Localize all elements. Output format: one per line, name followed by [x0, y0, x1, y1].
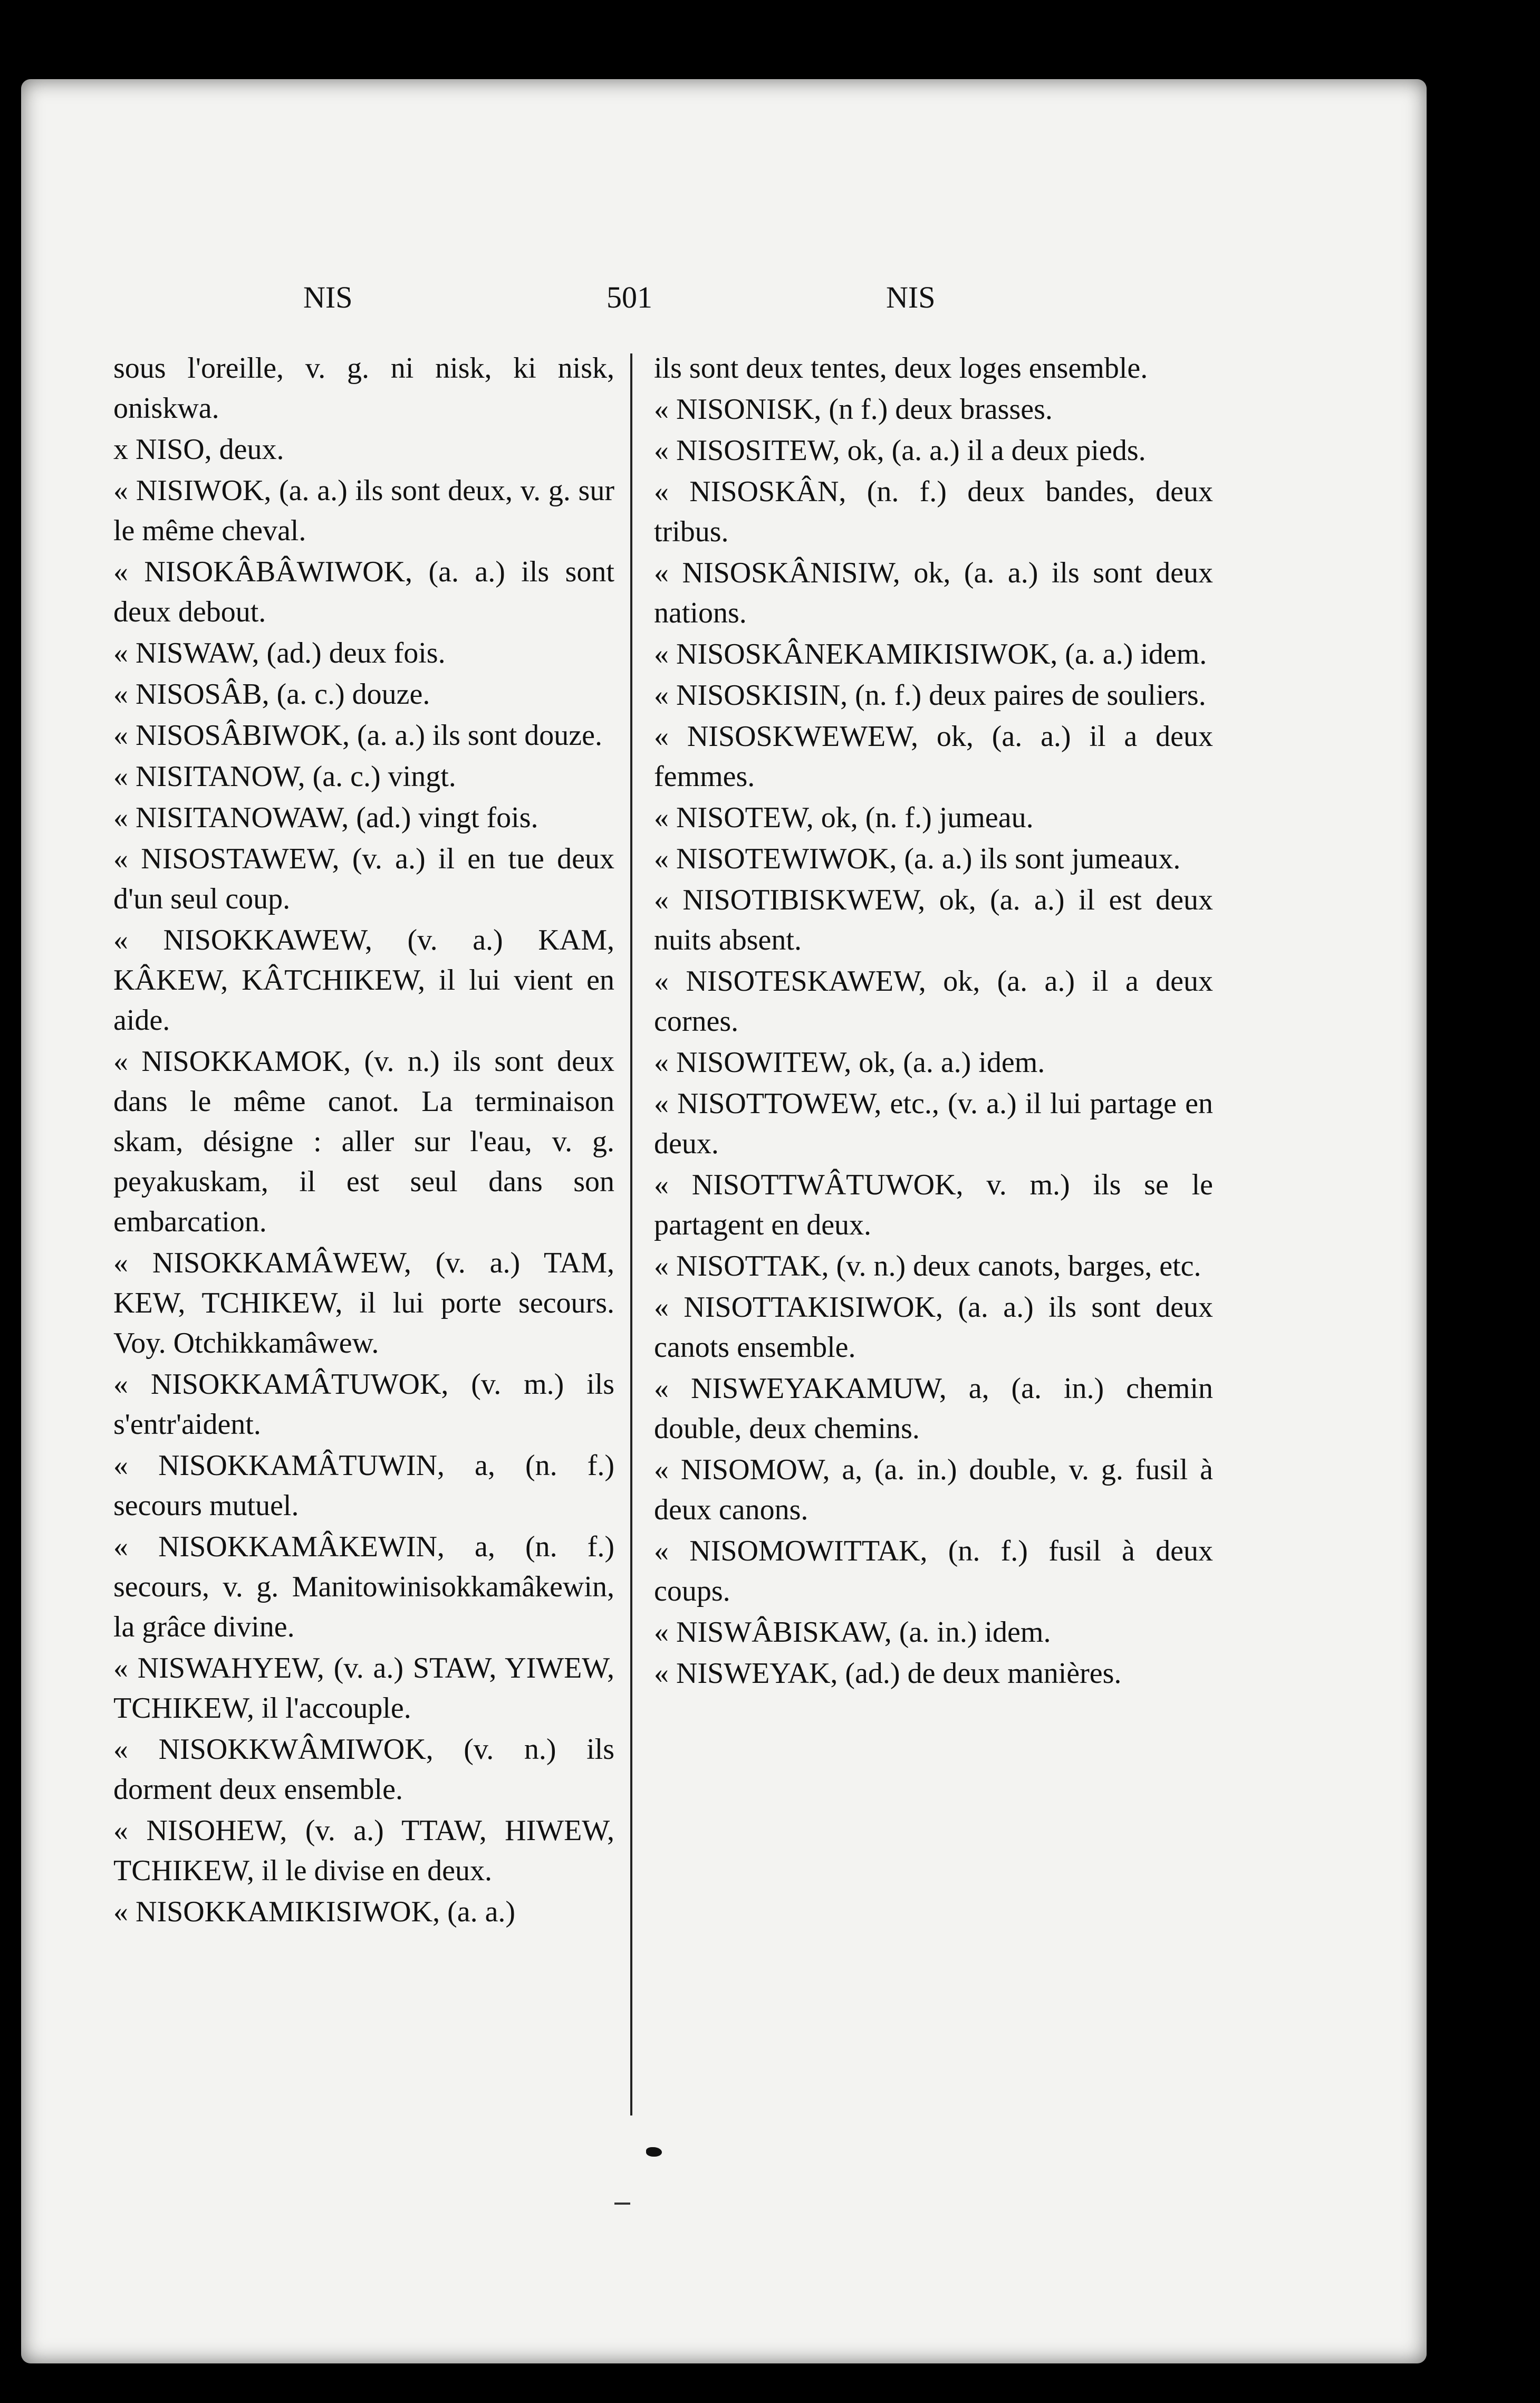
dictionary-entry: « NISOTTAKISIWOK, (a. a.) ils sont deux canots ensemble.: [654, 1291, 1213, 1364]
dictionary-entry: « NISOKKAMÂTUWOK, (v. m.) ils s'entr'aident.: [113, 1368, 614, 1441]
dictionary-entry: « NISOTTAK, (v. n.) deux canots, barges, etc.: [654, 1250, 1201, 1282]
dictionary-entry: « NISOKKAMÂWEW, (v. a.) TAM, KEW, TCHIKEW, il lui porte secours. Voy. Otchikkamâwew.: [113, 1247, 614, 1360]
dictionary-entry: « NISOSKWEWEW, ok, (a. a.) il a deux femmes.: [654, 720, 1213, 793]
dictionary-entry: sous l'oreille, v. g. ni nisk, ki nisk, oniskwa.: [113, 352, 614, 425]
dictionary-entry: « NISIWOK, (a. a.) ils sont deux, v. g. sur le même cheval.: [113, 474, 614, 547]
header-right-guide-word: NIS: [886, 280, 936, 314]
dictionary-entry: « NISOMOWITTAK, (n. f.) fusil à deux coups.: [654, 1535, 1213, 1607]
dictionary-entry: « NISWÂBISKAW, (a. in.) idem.: [654, 1616, 1051, 1649]
column-divider: [630, 353, 632, 2115]
dictionary-entry: « NISWAHYEW, (v. a.) STAW, YIWEW, TCHIKEW, il l'accouple.: [113, 1652, 614, 1725]
dictionary-entry: « NISOWITEW, ok, (a. a.) idem.: [654, 1046, 1045, 1079]
dictionary-entry: « NISOSKÂNEKAMIKISIWOK, (a. a.) idem.: [654, 638, 1207, 671]
dictionary-entry: « NISOKKWÂMIWOK, (v. n.) ils dorment deux ensemble.: [113, 1733, 614, 1806]
dictionary-entry: « NISOHEW, (v. a.) TTAW, HIWEW, TCHIKEW, il le divise en deux.: [113, 1814, 614, 1887]
dictionary-entry: « NISOTESKAWEW, ok, (a. a.) il a deux cornes.: [654, 965, 1213, 1038]
ink-blot-mark: [646, 2147, 662, 2157]
dictionary-entry: x NISO, deux.: [113, 433, 284, 466]
dictionary-entry: « NISOKKAWEW, (v. a.) KAM, KÂKEW, KÂTCHIKEW, il lui vient en aide.: [113, 924, 614, 1037]
header-left-guide-word: NIS: [303, 280, 353, 314]
dictionary-entry: « NISOMOW, a, (a. in.) double, v. g. fusil à deux canons.: [654, 1453, 1213, 1526]
dictionary-entry: « NISOSÂBIWOK, (a. a.) ils sont douze.: [113, 719, 602, 752]
dictionary-entry: « NISWEYAK, (ad.) de deux manières.: [654, 1657, 1122, 1690]
dictionary-entry: « NISWAW, (ad.) deux fois.: [113, 637, 446, 669]
right-column: [654, 348, 1213, 1694]
dictionary-entry: « NISITANOW, (a. c.) vingt.: [113, 760, 456, 793]
dictionary-entry: « NISOKKAMIKISIWOK, (a. a.): [113, 1895, 516, 1928]
dictionary-entry: ils sont deux tentes, deux loges ensemble.: [654, 352, 1148, 385]
ink-dash-mark: [614, 2203, 630, 2205]
dictionary-entry: « NISOTTWÂTUWOK, v. m.) ils se le partagent en deux.: [654, 1169, 1213, 1241]
running-header: [0, 280, 1540, 322]
dictionary-entry: « NISOKKAMOK, (v. n.) ils sont deux dans le même canot. La terminaison skam, désigne : aller sur l'eau, v. g. peyakuskam, il est seul dans son embarcation.: [113, 1045, 614, 1238]
dictionary-entry: « NISWEYAKAMUW, a, (a. in.) chemin double, deux chemins.: [654, 1372, 1213, 1445]
dictionary-entry: « NISONISK, (n f.) deux brasses.: [654, 393, 1053, 426]
dictionary-entry: « NISOKKAMÂKEWIN, a, (n. f.) secours, v. g. Manitowinisokkamâkewin, la grâce divine.: [113, 1530, 614, 1643]
dictionary-entry: « NISOTIBISKWEW, ok, (a. a.) il est deux nuits absent.: [654, 884, 1213, 956]
dictionary-entry: « NISOTEW, ok, (n. f.) jumeau.: [654, 801, 1034, 834]
dictionary-entry: « NISOSÂB, (a. c.) douze.: [113, 678, 430, 711]
dictionary-entry: « NISOTTOWEW, etc., (v. a.) il lui partage en deux.: [654, 1087, 1213, 1160]
dictionary-entry: « NISOSKÂN, (n. f.) deux bandes, deux tribus.: [654, 475, 1213, 548]
left-column: [113, 348, 614, 1933]
dictionary-entry: « NISOKÂBÂWIWOK, (a. a.) ils sont deux debout.: [113, 556, 614, 628]
page-number: 501: [607, 280, 652, 314]
dictionary-entry: « NISITANOWAW, (ad.) vingt fois.: [113, 801, 538, 834]
dictionary-entry: « NISOSTAWEW, (v. a.) il en tue deux d'un seul coup.: [113, 843, 614, 915]
dictionary-entry: « NISOKKAMÂTUWIN, a, (n. f.) secours mutuel.: [113, 1449, 614, 1522]
dictionary-entry: « NISOSKÂNISIW, ok, (a. a.) ils sont deux nations.: [654, 557, 1213, 629]
dictionary-entry: « NISOTEWIWOK, (a. a.) ils sont jumeaux.: [654, 843, 1181, 875]
dictionary-entry: « NISOSITEW, ok, (a. a.) il a deux pieds.: [654, 434, 1146, 467]
dictionary-entry: « NISOSKISIN, (n. f.) deux paires de souliers.: [654, 679, 1206, 712]
